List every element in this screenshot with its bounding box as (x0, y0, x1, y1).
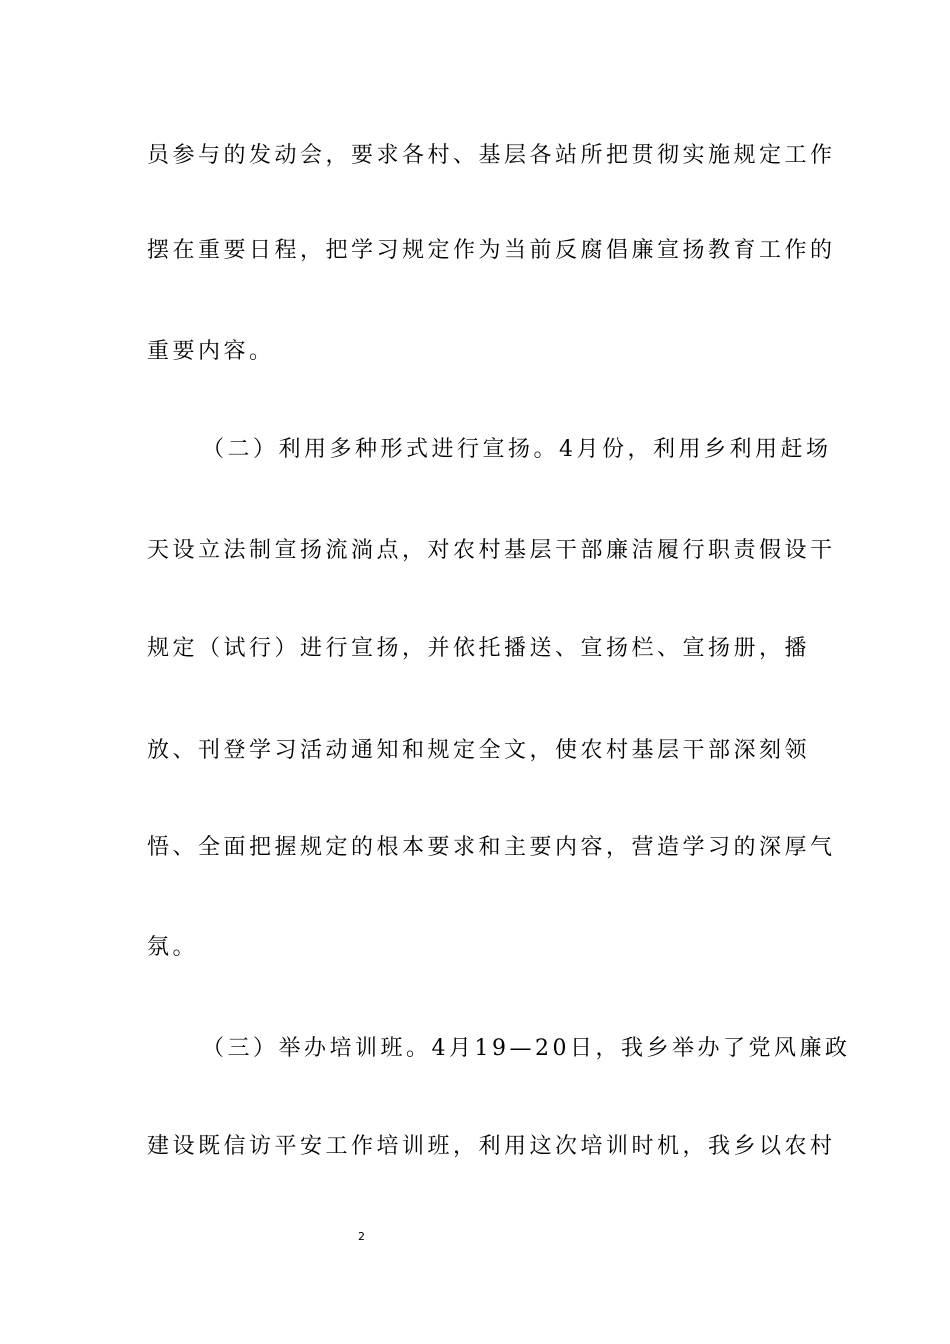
text-line: 悟、全面把握规定的根本要求和主要内容，营造学习的深厚气 (147, 835, 836, 860)
text-line: 放、刊登学习活动通知和规定全文，使农村基层干部深刻领 (147, 738, 811, 763)
text-line: 氛。 (147, 935, 199, 960)
text-line: 员参与的发动会，要求各村、基层各站所把贯彻实施规定工作 (147, 143, 836, 168)
page-number: 2 (358, 1230, 365, 1243)
paragraph-start-line: （二）利用多种形式进行宣扬。4月份，利用乡利用赶场 (202, 437, 832, 462)
text-line: 建设既信访平安工作培训班，利用这次培训时机，我乡以农村 (147, 1134, 836, 1159)
paragraph-start-line: （三）举办培训班。4月19—20日，我乡举办了党风廉政 (202, 1036, 851, 1061)
text-line: 规定（试行）进行宣扬，并依托播送、宣扬栏、宣扬册，播 (147, 636, 811, 661)
text-line: 天设立法制宣扬流淌点，对农村基层干部廉洁履行职责假设干 (147, 538, 836, 563)
text-line: 重要内容。 (147, 339, 275, 364)
text-line: 摆在重要日程，把学习规定作为当前反腐倡廉宣扬教育工作的 (147, 238, 836, 263)
